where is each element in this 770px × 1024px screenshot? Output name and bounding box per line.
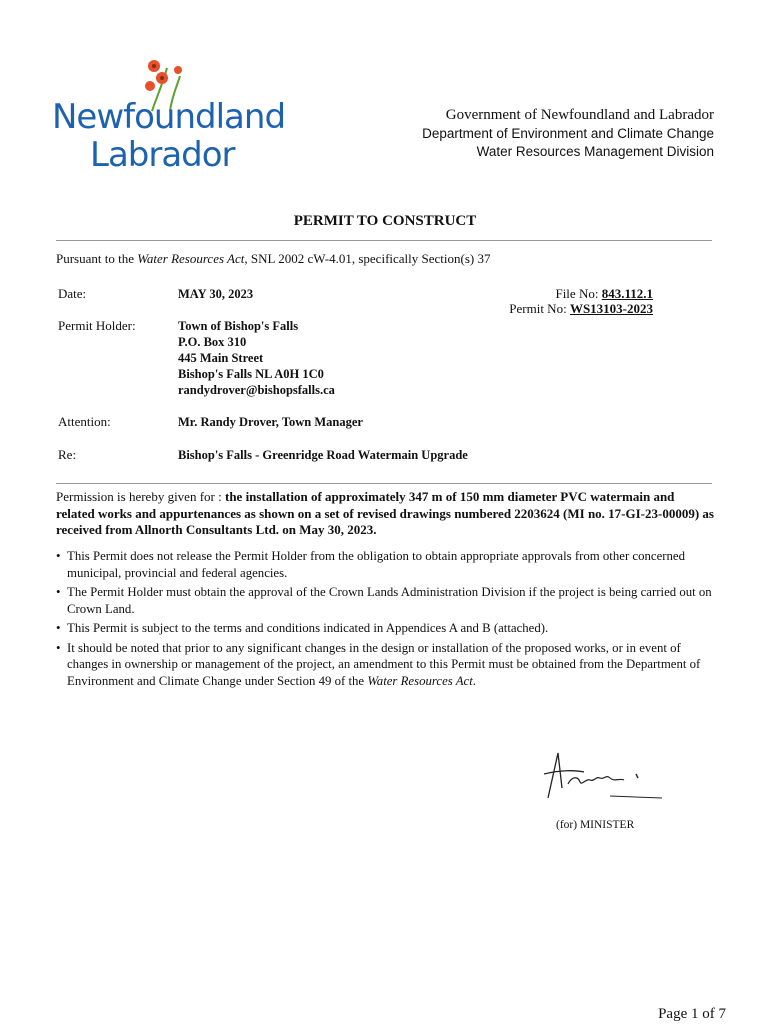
handwritten-signature — [540, 748, 665, 808]
division-name: Water Resources Management Division — [476, 144, 714, 159]
logo-text-newfoundland: Newfoundland — [52, 97, 286, 137]
date-value: MAY 30, 2023 — [178, 287, 254, 301]
permit-number-value: WS13103-2023 — [569, 301, 653, 316]
permission-body: the installation of approximately 347 m of 150 mm diameter PVC watermain and related works and appurtenances as shown on a set of revised drawings numbered 2203624 (MI no. 17-GI-23-00009) as received from Allnorth Consultants Ltd. on May 30, 2023. — [56, 489, 714, 537]
pursuant-statement: Pursuant to the Water Resources Act, SNL 2002 cW-4.01, specifically Section(s) 37 — [56, 251, 491, 266]
attention-value: Mr. Randy Drover, Town Manager — [178, 415, 363, 429]
re-value: Bishop's Falls - Greenridge Road Watermain Upgrade — [178, 448, 468, 462]
signature-caption: (for) MINISTER — [556, 819, 635, 831]
attention-label: Attention: — [58, 414, 111, 429]
act-name: Water Resources Act — [137, 251, 245, 266]
section-divider — [56, 483, 712, 484]
government-name: Government of Newfoundland and Labrador — [445, 107, 714, 123]
logo-text-labrador: Labrador — [90, 135, 235, 175]
permit-holder-label: Permit Holder: — [58, 318, 136, 333]
holder-name: Town of Bishop's Falls — [178, 319, 299, 333]
list-item: • The Permit Holder must obtain the approval of the Crown Lands Administration Division if the project is being carried out on Crown Land. — [56, 584, 716, 617]
list-item: • This Permit is subject to the terms and conditions indicated in Appendices A and B (attached). — [56, 620, 716, 637]
permit-holder-address — [178, 318, 335, 398]
document-title: PERMIT TO CONSTRUCT — [293, 213, 477, 229]
holder-street: 445 Main Street — [178, 351, 264, 365]
holder-email: randydrover@bishopsfalls.ca — [178, 383, 335, 397]
department-name: Department of Environment and Climate Change — [422, 126, 714, 141]
file-number: File No: 843.112.1 — [555, 286, 653, 301]
page-number: Page 1 of 7 — [658, 1006, 726, 1022]
permission-statement: Permission is hereby given for : the installation of approximately 347 m of 150 mm diameter PVC watermain and related works and appurtenances as shown on a set of revised drawings numbered 2203624 (MI no. 17-GI-23-00009) as received from Allnorth Consultants Ltd. on May 30, 2023. — [56, 489, 714, 537]
province-logo — [52, 56, 286, 176]
title-divider — [56, 240, 712, 241]
holder-po-box: P.O. Box 310 — [178, 335, 247, 349]
file-number-value: 843.112.1 — [601, 286, 653, 301]
holder-city: Bishop's Falls NL A0H 1C0 — [178, 367, 324, 381]
permit-number: Permit No: WS13103-2023 — [509, 301, 653, 316]
conditions-list — [56, 548, 716, 692]
list-item: • It should be noted that prior to any significant changes in the design or installation of the proposed works, or in event of changes in ownership or management of the project, an amendment to this Permit must be obtained from the Department of Environment and Climate Change under Section 49 of the Water Resources Act. — [56, 640, 716, 690]
date-label: Date: — [58, 286, 87, 301]
re-label: Re: — [58, 447, 77, 462]
government-header — [422, 106, 714, 161]
list-item: • This Permit does not release the Permit Holder from the obligation to obtain appropriate approvals from other concerned municipal, provincial and federal agencies. — [56, 548, 716, 581]
